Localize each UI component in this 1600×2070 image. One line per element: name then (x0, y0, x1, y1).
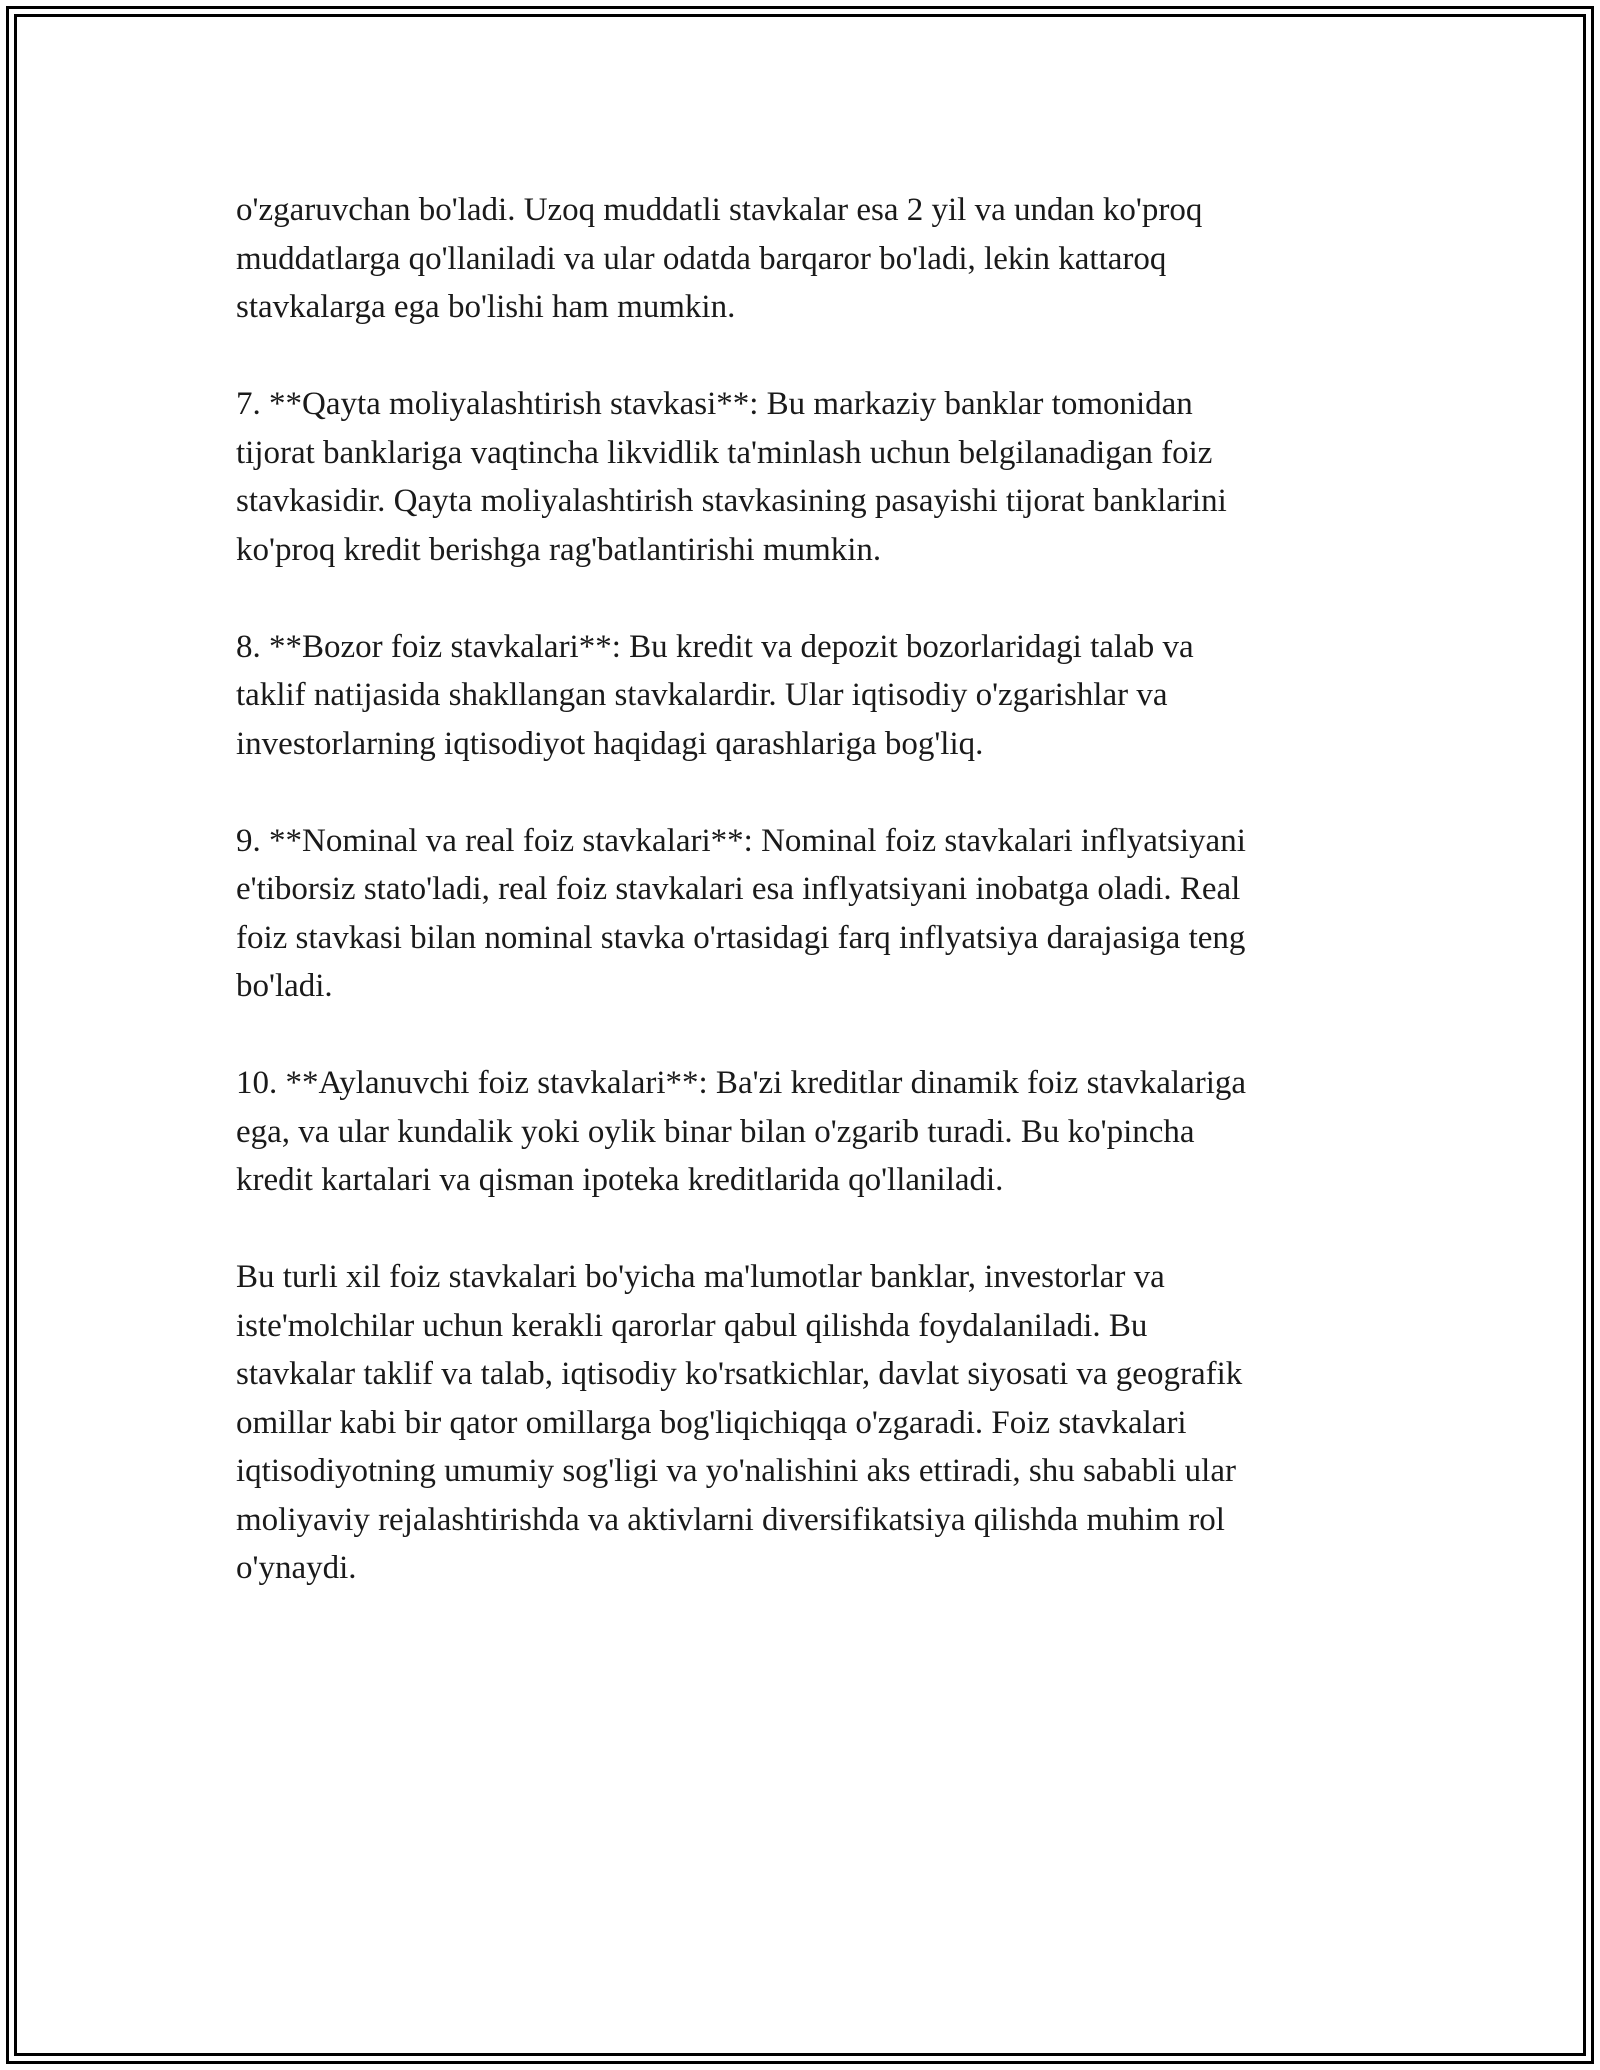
paragraph-item-10 (236, 1059, 1368, 1205)
text-line: Bu turli xil foiz stavkalari bo'yicha ma'lumotlar banklar, investorlar va (236, 1259, 1165, 1295)
text-line: 9. **Nominal va real foiz stavkalari**: Nominal foiz stavkalari inflyatsiyani (236, 822, 1246, 859)
text-line: ko'proq kredit berishga rag'batlantirishi mumkin. (236, 531, 882, 568)
text-line: e'tiborsiz stato'ladi, real foiz stavkalari esa inflyatsiyani inobatga oladi. Real (236, 871, 1241, 907)
text-line: kredit kartalari va qisman ipoteka kreditlarida qo'llaniladi. (236, 1162, 1004, 1198)
text-line: iqtisodiyotning umumiy sog'ligi va yo'nalishini aks ettiradi, shu sababli ular (236, 1453, 1236, 1489)
text-line: tijorat banklariga vaqtincha likvidlik ta'minlash uchun belgilanadigan foiz (236, 434, 1213, 471)
paragraph-item-7 (236, 380, 1368, 574)
text-line: o'ynaydi. (236, 1550, 357, 1586)
text-line: stavkalarga ega bo'lishi ham mumkin. (236, 289, 736, 325)
text-line: o'zgaruvchan bo'ladi. Uzoq muddatli stavkalar esa 2 yil va undan ko'proq (236, 192, 1203, 228)
paragraph-item-9 (236, 817, 1368, 1011)
text-line: bo'ladi. (236, 968, 333, 1004)
text-line: 10. **Aylanuvchi foiz stavkalari**: Ba'zi kreditlar dinamik foiz stavkalariga (236, 1065, 1247, 1101)
text-line: 8. **Bozor foiz stavkalari**: Bu kredit va depozit bozorlaridagi talab va (236, 628, 1194, 665)
text-line: investorlarning iqtisodiyot haqidagi qarashlariga bog'liq. (236, 725, 984, 762)
paragraph-conclusion (236, 1253, 1368, 1593)
text-line: 7. **Qayta moliyalashtirish stavkasi**: Bu markaziy banklar tomonidan (236, 386, 1193, 422)
paragraph-item-8 (236, 623, 1368, 769)
paragraph-continuation (236, 186, 1368, 332)
text-line: stavkalar taklif va talab, iqtisodiy ko'rsatkichlar, davlat siyosati va geografik (236, 1356, 1243, 1392)
document-body (236, 186, 1368, 1641)
text-line: iste'molchilar uchun kerakli qarorlar qabul qilishda foydalaniladi. Bu (236, 1307, 1148, 1344)
text-line: muddatlarga qo'llaniladi va ular odatda barqaror bo'ladi, lekin kattaroq (236, 240, 1167, 277)
text-line: foiz stavkasi bilan nominal stavka o'rtasidagi farq inflyatsiya darajasiga teng (236, 919, 1246, 956)
text-line: omillar kabi bir qator omillarga bog'liqichiqqa o'zgaradi. Foiz stavkalari (236, 1404, 1187, 1441)
text-line: stavkasidir. Qayta moliyalashtirish stavkasining pasayishi tijorat banklarini (236, 483, 1227, 519)
text-line: taklif natijasida shakllangan stavkalardir. Ular iqtisodiy o'zgarishlar va (236, 677, 1168, 713)
text-line: ega, va ular kundalik yoki oylik binar bilan o'zgarib turadi. Bu ko'pincha (236, 1113, 1195, 1150)
text-line: moliyaviy rejalashtirishda va aktivlarni diversifikatsiya qilishda muhim rol (236, 1501, 1225, 1538)
